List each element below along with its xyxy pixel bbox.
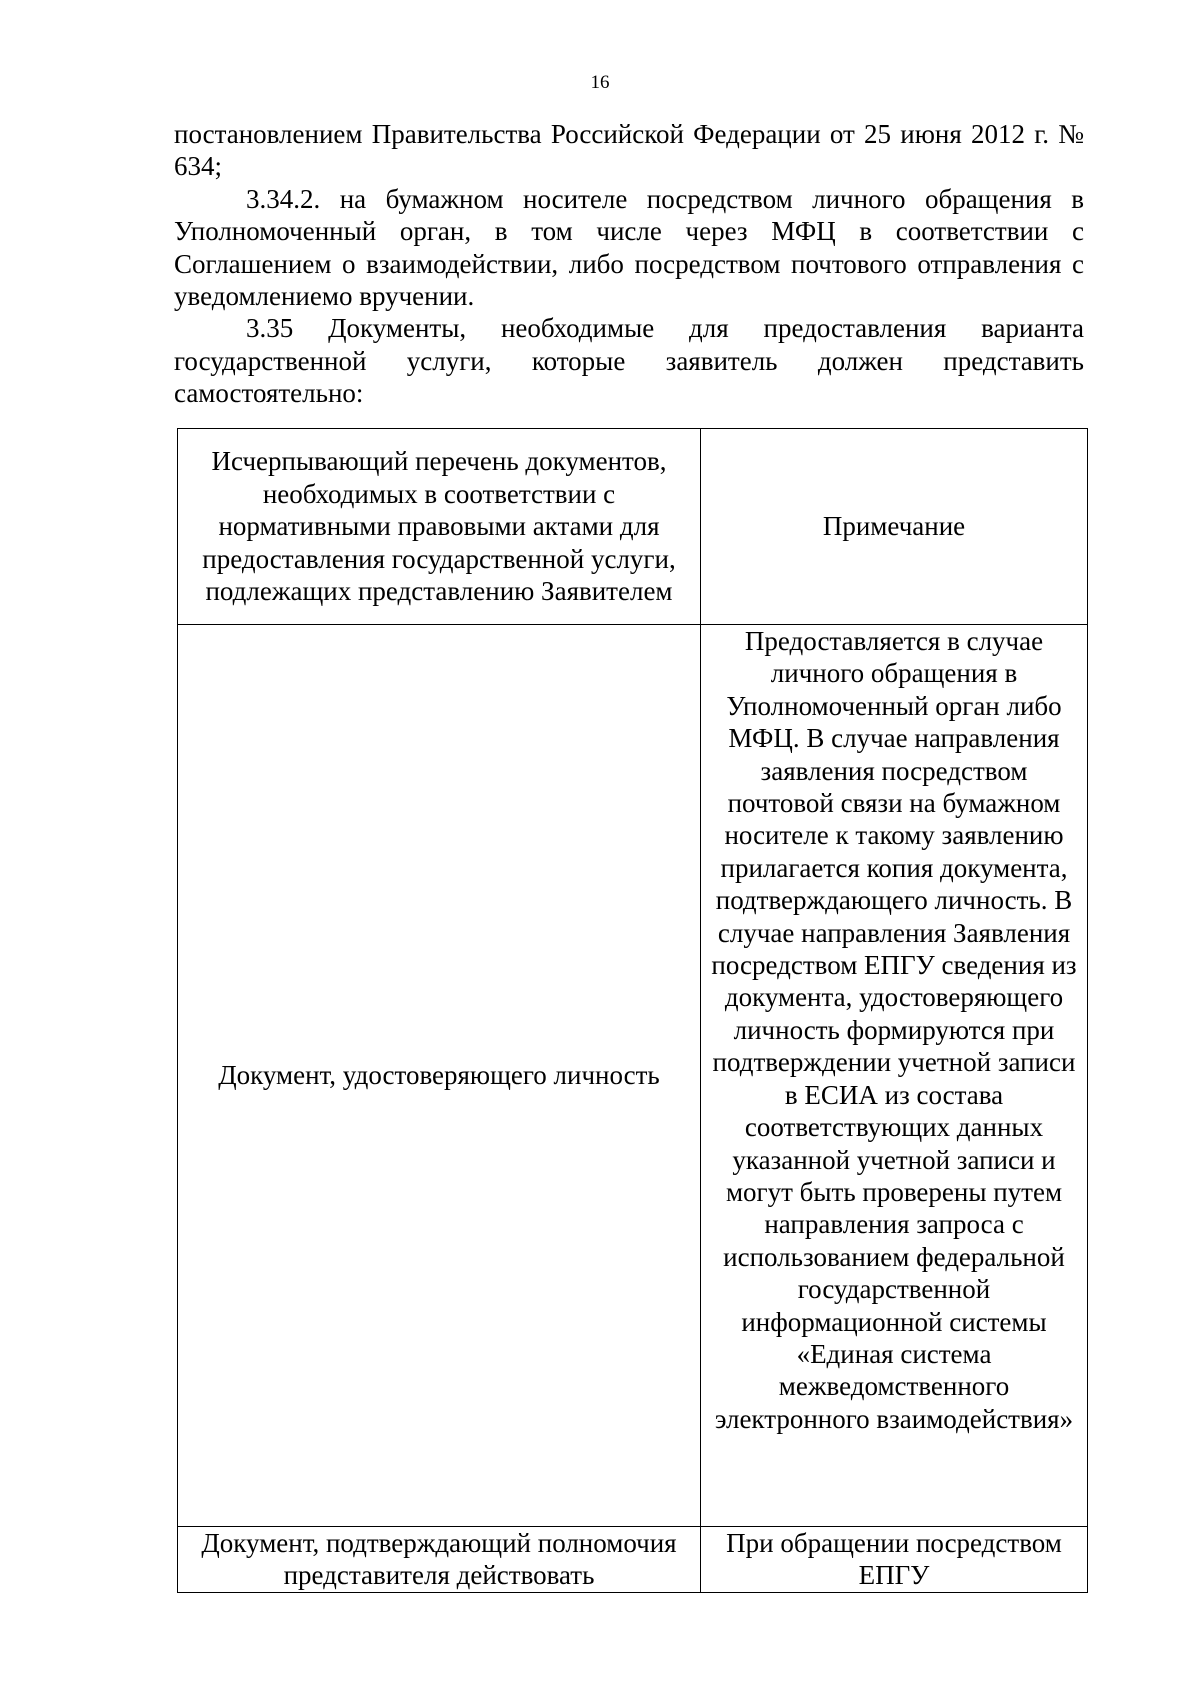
documents-table bbox=[177, 428, 1088, 1593]
page-number: 16 bbox=[590, 72, 610, 93]
row-note-identity: Предоставляется в случае личного обращения в Уполномоченный орган либо МФЦ. В случае направления заявления посредством почтовой связи на бумажном носителе к такому заявлению прилагается копия документа, подтверждающего личность. В случае направления Заявления посредством ЕПГУ сведения из документа, удостоверяющего личность формируются при подтверждении учетной записи в ЕСИА из состава соответствующих данных указанной учетной записи и могут быть проверены путем направления запроса с использованием федеральной государственной информационной системы «Единая система межведомственного электронного взаимодействия» bbox=[701, 625, 1088, 1527]
row-document-authority: Документ, подтверждающий полномочия представителя действовать bbox=[178, 1527, 701, 1593]
row-note-authority: При обращении посредством ЕПГУ bbox=[701, 1527, 1088, 1593]
table-row bbox=[178, 1527, 1088, 1593]
table-header-row bbox=[178, 429, 1088, 625]
header-documents-list: Исчерпывающий перечень документов, необходимых в соответствии с нормативными правовыми актами для предоставления государственной услуги, подлежащих представлению Заявителем bbox=[178, 429, 701, 625]
body-text bbox=[174, 118, 1084, 410]
paragraph-3-34-2: 3.34.2. на бумажном носителе посредством личного обращения в Уполномоченный орган, в том числе через МФЦ в соответствии с Соглашением о взаимодействии, либо посредством почтового отправления с уведомлениемо вручении. bbox=[174, 183, 1084, 312]
row-document-identity: Документ, удостоверяющего личность bbox=[178, 625, 701, 1527]
paragraph-continuation: постановлением Правительства Российской Федерации от 25 июня 2012 г. № 634; bbox=[174, 119, 1084, 182]
header-note: Примечание bbox=[701, 429, 1088, 625]
paragraph-3-35: 3.35 Документы, необходимые для предоставления варианта государственной услуги, которые заявитель должен представить самостоятельно: bbox=[174, 313, 1084, 409]
table-row bbox=[178, 625, 1088, 1527]
